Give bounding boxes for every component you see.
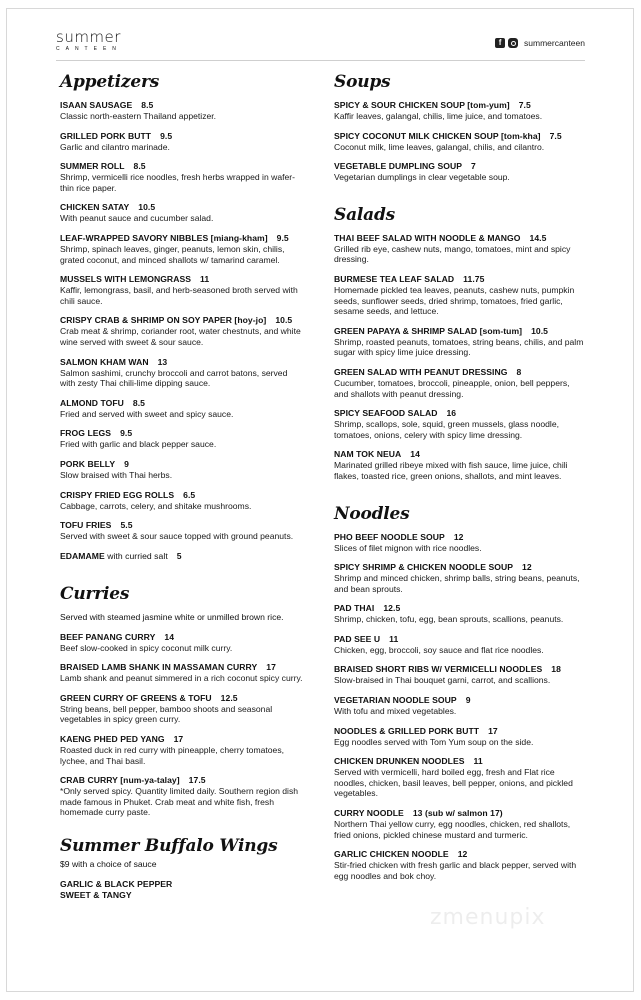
wings-title: Summer Buffalo Wings [60, 836, 278, 857]
item-label: CHICKEN DRUNKEN NOODLES [334, 756, 465, 767]
wings-intro: $9 with a choice of sauce [60, 859, 157, 870]
item-price: 12 [457, 849, 468, 860]
item-price: 14.5 [529, 232, 547, 243]
menu-item [334, 849, 584, 881]
item-description: Chicken, egg, broccoli, soy sauce and flat rice noodles. [334, 644, 544, 655]
item-label: GREEN CURRY OF GREENS & TOFU [60, 692, 212, 703]
menu-item [334, 726, 584, 748]
item-name [60, 131, 305, 142]
item-price: 8.5 [133, 161, 146, 172]
item-description: Kaffir, lemongrass, basil, and herb-seasoned broth served with chili sauce. [60, 285, 298, 306]
noodles-list [334, 532, 584, 882]
menu-item [334, 326, 584, 358]
item-name [334, 756, 584, 767]
item-description: With tofu and mixed vegetables. [334, 706, 457, 717]
item-label: BURMESE TEA LEAF SALAD [334, 273, 455, 284]
item-description: Vegetarian dumplings in clear vegetable soup. [334, 172, 510, 183]
item-name [334, 726, 584, 737]
item-description: Slices of filet mignon with rice noodles. [334, 542, 482, 553]
curries-intro: Served with steamed jasmine white or unmilled brown rice. [60, 611, 284, 622]
item-label: FROG LEGS [60, 428, 112, 439]
item-label: PAD THAI [334, 603, 375, 614]
curries-list [60, 632, 305, 818]
menu-item [60, 100, 305, 122]
item-description: Slow braised with Thai herbs. [60, 469, 173, 480]
item-price: 7 [471, 161, 476, 172]
item-name [60, 734, 305, 745]
item-label: GREEN SALAD WITH PEANUT DRESSING [334, 366, 508, 377]
item-price: 9 [124, 458, 129, 469]
menu-item [334, 562, 584, 594]
item-name [334, 808, 584, 819]
item-name [60, 632, 305, 643]
soups-section [334, 72, 584, 183]
item-name [334, 131, 584, 142]
watermark: zmenupix [430, 905, 546, 930]
menu-item [60, 734, 305, 766]
item-price: 9.5 [160, 130, 173, 141]
item-description: Stir-fried chicken with fresh garlic and black pepper, served with egg noodles and bok choy. [334, 860, 577, 881]
item-label: SALMON KHAM WAN [60, 356, 149, 367]
item-description: Shrimp, vermicelli rice noodles, fresh herbs wrapped in wafer-thin rice paper. [60, 172, 295, 193]
item-price: 11.75 [463, 273, 485, 284]
item-price: 17 [266, 662, 276, 673]
item-description: Served with sweet & sour sauce topped with ground peanuts. [60, 531, 294, 542]
item-label: SPICY SHRIMP & CHICKEN NOODLE SOUP [334, 562, 514, 573]
item-label: BRAISED SHORT RIBS W/ VERMICELLI NOODLES [334, 664, 543, 675]
menu-item [334, 161, 584, 183]
item-name [60, 161, 305, 172]
item-description: Classic north-eastern Thailand appetizer. [60, 111, 217, 121]
menu-item [60, 693, 305, 725]
item-name [60, 202, 305, 213]
item-price: 8.5 [141, 100, 154, 110]
item-label: EDAMAME [60, 550, 105, 561]
noodles-title: Noodles [334, 503, 410, 524]
item-price: 7.5 [518, 100, 531, 110]
item-label: BRAISED LAMB SHANK IN MASSAMAN CURRY [60, 662, 258, 673]
item-name [60, 693, 305, 704]
header [56, 30, 585, 61]
item-name [60, 551, 305, 562]
wings-sauce-2: SWEET & TANGY [60, 890, 132, 901]
item-label: ISAAN SAUSAGE [60, 100, 133, 110]
item-label: CRISPY FRIED EGG ROLLS [60, 489, 175, 500]
item-name [334, 326, 584, 337]
item-label: PHO BEEF NOODLE SOUP [334, 531, 445, 542]
item-price: 11 [389, 633, 399, 644]
item-description: Northern Thai yellow curry, egg noodles, chicken, red shallots, fried onions, pickled chinese mustard and turmeric. [334, 819, 571, 840]
curries-section [60, 584, 305, 818]
appetizers-list [60, 100, 305, 542]
item-label: LEAF-WRAPPED SAVORY NIBBLES [miang-kham] [60, 232, 268, 243]
item-description: Fried with garlic and black pepper sauce. [60, 439, 217, 450]
item-price: 9 [465, 695, 471, 706]
menu-item [60, 490, 305, 512]
item-description: Shrimp and minced chicken, shrimp balls, string beans, peanuts, and bean sprouts. [334, 573, 580, 594]
menu-item [60, 459, 305, 481]
item-name [334, 100, 584, 111]
menu-item [334, 449, 584, 481]
item-price: 12 [453, 531, 464, 542]
item-description: Shrimp, chicken, tofu, egg, bean sprouts, scallions, peanuts. [334, 614, 564, 625]
menu-item [60, 775, 305, 818]
item-price: 14 [164, 631, 175, 642]
item-description: Roasted duck in red curry with pineapple, cherry tomatoes, lychee, and Thai basil. [60, 745, 285, 766]
item-name [334, 562, 584, 573]
item-label: PORK BELLY [60, 458, 116, 469]
item-description: Grilled rib eye, cashew nuts, mango, tomatoes, mint and spicy dressing. [334, 243, 571, 265]
item-description: *Only served spicy. Quantity limited daily. Southern region dish made famous in Phuket. Crab meat and white fish, fresh homemade curry paste. [60, 786, 299, 818]
item-description: Cabbage, carrots, celery, and shitake mushrooms. [60, 500, 252, 511]
appetizers-title: Appetizers [60, 72, 160, 92]
item-price: 11 [473, 756, 483, 767]
item-price: 17 [488, 725, 498, 736]
item-label: VEGETARIAN NOODLE SOUP [334, 695, 457, 706]
item-name [60, 315, 305, 326]
menu-item [334, 603, 584, 625]
menu-item [334, 274, 584, 317]
item-description: Crab meat & shrimp, coriander root, water chestnuts, and white wine served with sweet & sour sauce. [60, 326, 301, 347]
item-name [334, 367, 584, 378]
item-price: 12.5 [383, 603, 401, 614]
menu-item [60, 274, 305, 306]
item-price: 12.5 [220, 692, 238, 703]
item-label: THAI BEEF SALAD WITH NOODLE & MANGO [334, 232, 521, 243]
item-name [60, 490, 305, 501]
item-label: MUSSELS WITH LEMONGRASS [60, 274, 192, 285]
menu-item [334, 532, 584, 554]
menu-item [60, 398, 305, 420]
item-name [334, 603, 584, 614]
item-label: SPICY & SOUR CHICKEN SOUP [tom-yum] [334, 100, 510, 110]
facebook-icon[interactable]: f [495, 38, 505, 48]
item-description: Salmon sashimi, crunchy broccoli and carrot batons, served with zesty Thai chili-lime dipping sauce. [60, 367, 288, 389]
item-price: 7.5 [549, 130, 562, 141]
item-description: Shrimp, spinach leaves, ginger, peanuts, lemon skin, chilis, grated coconut, and minced shallots w/ tamarind caramel. [60, 243, 285, 265]
item-description: Shrimp, scallops, sole, squid, green mussels, glass noodle, tomatoes, onions, celery with spicy lime dressing. [334, 419, 559, 440]
item-name [60, 398, 305, 409]
item-price: 18 [551, 664, 561, 675]
menu-item [334, 756, 584, 799]
item-label: VEGETABLE DUMPLING SOUP [334, 161, 462, 172]
social-links [495, 38, 585, 48]
item-description: Marinated grilled ribeye mixed with fish sauce, lime juice, chili flakes, toasted rice, green onions, shallots, and mint leaves. [334, 460, 568, 481]
item-name [334, 849, 584, 860]
menu-item-edamame [60, 551, 305, 562]
item-label: CHICKEN SATAY [60, 202, 130, 213]
menu-item [60, 357, 305, 389]
item-description: Served with vermicelli, hard boiled egg, fresh and Flat rice noodles, chicken, basil leaves, bell pepper, onions, and pickled vegetables. [334, 767, 573, 799]
item-label: SPICY SEAFOOD SALAD [334, 408, 438, 419]
menu-item [334, 100, 584, 122]
item-name [334, 634, 584, 645]
menu-item [60, 520, 305, 542]
item-price: 10.5 [275, 315, 293, 326]
item-description: Shrimp, roasted peanuts, tomatoes, string beans, chilis, and palm sugar with spicy lime juice dressing. [334, 336, 584, 358]
menu-item [60, 315, 305, 347]
item-name [60, 520, 305, 531]
item-note: with curried salt [107, 550, 168, 561]
item-name [60, 775, 305, 786]
wings-section [60, 836, 305, 901]
item-price: 8 [516, 366, 522, 377]
item-label: GRILLED PORK BUTT [60, 130, 152, 141]
item-label: ALMOND TOFU [60, 397, 124, 408]
item-name [60, 100, 305, 111]
logo-main: summer [56, 28, 121, 46]
menu-item [334, 634, 584, 656]
item-price: 12 [522, 562, 532, 573]
item-name [60, 357, 305, 368]
item-name [334, 274, 584, 285]
item-price: 13 [157, 356, 168, 367]
item-description: Coconut milk, lime leaves, galangal, chilis, and cilantro. [334, 141, 545, 152]
soups-title: Soups [334, 72, 391, 92]
menu-item [60, 131, 305, 153]
appetizers-section [60, 72, 305, 562]
item-name [60, 233, 305, 244]
item-label: CRAB CURRY [num-ya-talay] [60, 775, 180, 786]
item-label: SPICY COCONUT MILK CHICKEN SOUP [tom-kha] [334, 130, 541, 141]
item-price: 10.5 [138, 202, 156, 213]
social-handle[interactable]: summercanteen [524, 38, 585, 48]
right-column [334, 72, 584, 899]
item-name [334, 233, 584, 244]
item-description: Fried and served with sweet and spicy sauce. [60, 408, 234, 419]
menu-item [60, 428, 305, 450]
logo [56, 30, 122, 52]
menu-item [60, 161, 305, 193]
item-description: Beef slow-cooked in spicy coconut milk curry. [60, 642, 233, 653]
item-description: String beans, bell pepper, bamboo shoots and seasonal vegetables in spicy green curry. [60, 703, 273, 725]
item-description: Lamb shank and peanut simmered in a rich coconut spicy curry. [60, 673, 303, 684]
item-price: 9.5 [120, 428, 133, 439]
item-name [334, 408, 584, 419]
item-price: 17.5 [188, 775, 206, 786]
menu-item [334, 408, 584, 440]
item-name [334, 664, 584, 675]
item-price: 13 (sub w/ salmon 17) [412, 808, 503, 819]
item-name [334, 695, 584, 706]
noodles-section [334, 504, 584, 882]
salads-title: Salads [334, 204, 396, 225]
menu-item [334, 233, 584, 265]
menu-item [60, 202, 305, 224]
item-label: PAD SEE U [334, 633, 381, 644]
menu-item [334, 695, 584, 717]
item-label: TOFU FRIES [60, 520, 112, 531]
item-description: Kaffir leaves, galangal, chilis, lime juice, and tomatoes. [334, 111, 543, 121]
item-price: 5.5 [120, 520, 133, 531]
item-name [334, 449, 584, 460]
item-name [334, 532, 584, 543]
item-name [60, 274, 305, 285]
curries-title: Curries [60, 583, 130, 604]
item-label: NOODLES & GRILLED PORK BUTT [334, 725, 480, 736]
item-label: NAM TOK NEUA [334, 449, 402, 460]
item-description: Garlic and cilantro marinade. [60, 141, 170, 152]
salads-list [334, 233, 584, 482]
menu-item [334, 664, 584, 686]
logo-sub: CANTEEN [56, 46, 122, 52]
item-label: GREEN PAPAYA & SHRIMP SALAD [som-tum] [334, 325, 523, 336]
item-name [60, 428, 305, 439]
menu-item [60, 662, 305, 684]
item-label: KAENG PHED PED YANG [60, 734, 165, 745]
item-description: With peanut sauce and cucumber salad. [60, 213, 214, 224]
item-price: 14 [410, 449, 420, 460]
wings-sauce-1: GARLIC & BLACK PEPPER [60, 879, 173, 890]
item-description: Cucumber, tomatoes, broccoli, pineapple, onion, bell peppers, and shallots with peanut dressing. [334, 377, 570, 399]
item-price: 5 [176, 550, 182, 561]
menu-item [60, 632, 305, 654]
menu-item [60, 233, 305, 265]
item-name [334, 161, 584, 172]
menu-item [334, 367, 584, 399]
item-price: 8.5 [132, 397, 145, 408]
item-name [60, 662, 305, 673]
item-label: CURRY NOODLE [334, 808, 404, 819]
item-name [60, 459, 305, 470]
item-price: 6.5 [183, 489, 196, 500]
soups-list [334, 100, 584, 183]
salads-section [334, 205, 584, 482]
left-column [60, 72, 305, 919]
item-price: 16 [446, 408, 457, 419]
item-label: SUMMER ROLL [60, 161, 125, 172]
menu-item [334, 808, 584, 840]
item-description: Egg noodles served with Tom Yum soup on the side. [334, 736, 534, 747]
item-price: 11 [200, 274, 210, 285]
item-description: Slow-braised in Thai bouquet garni, carrot, and scallions. [334, 675, 551, 686]
item-price: 17 [173, 734, 184, 745]
item-description: Homemade pickled tea leaves, peanuts, cashew nuts, pumpkin seeds, sunflower seeds, dried shrimp, tomatoes, fried garlic, sesame seeds, and lettuce. [334, 284, 575, 317]
menu-item [334, 131, 584, 153]
item-label: BEEF PANANG CURRY [60, 631, 156, 642]
item-price: 9.5 [276, 232, 289, 243]
item-label: GARLIC CHICKEN NOODLE [334, 849, 449, 860]
instagram-icon[interactable] [508, 38, 518, 48]
item-price: 10.5 [531, 325, 549, 336]
item-label: CRISPY CRAB & SHRIMP ON SOY PAPER [hoy-jo] [60, 315, 267, 326]
